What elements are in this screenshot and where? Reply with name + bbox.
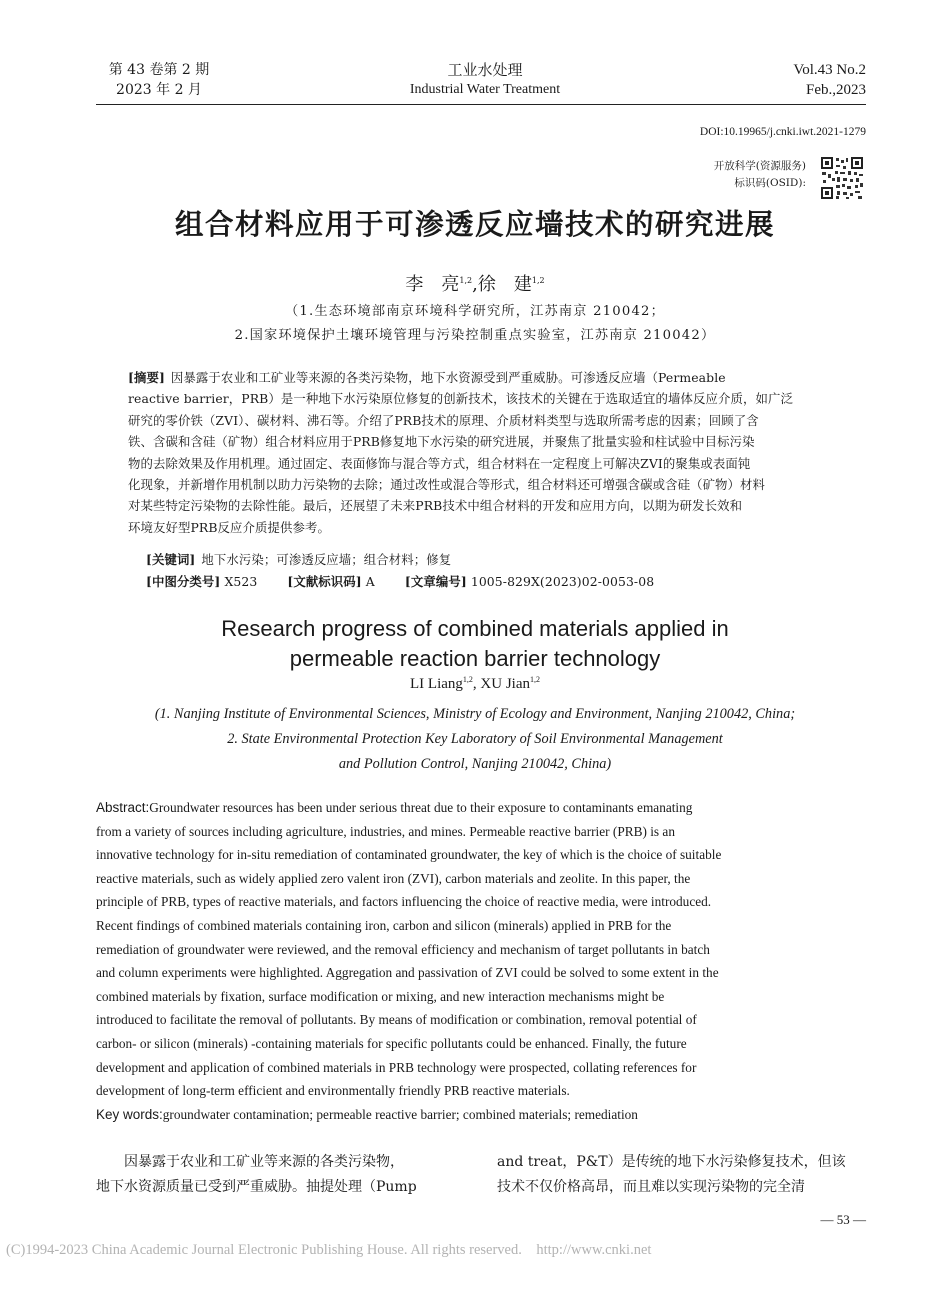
affiliation-zh-2: 2.国家环境保护土壤环境管理与污染控制重点实验室，江苏南京 210042） — [234, 327, 716, 343]
clc-value: X523 — [224, 574, 258, 589]
abstract-zh-line: reactive barrier，PRB）是一种地下水污染原位修复的创新技术，该技术的关键在于选取适宜的墙体反应介质，如广泛 — [128, 391, 793, 407]
abstract-en-line: introduced to facilitate the removal of pollutants. By means of modification or combination, removal potential of — [96, 1012, 697, 1028]
osid-line2: 标识码(OSID): — [734, 177, 806, 189]
body-left-line: 地下水资源质量已受到严重威胁。抽提处理（Pump — [96, 1179, 417, 1195]
author-2-affil-zh: 1,2 — [531, 276, 545, 285]
abstract-zh-line: 研究的零价铁（ZVI）、碳材料、沸石等。介绍了PRB技术的原理、介质材料类型与选取所需考虑的因素；回顾了含 — [128, 412, 759, 428]
osid-label — [676, 158, 806, 192]
title-en-line2: permeable reaction barrier technology — [289, 646, 661, 671]
abstract-zh-line: 对某些特定污染物的去除性能。最后，还展望了未来PRB技术中组合材料的开发和应用方向，以期为研发长效和 — [128, 498, 743, 514]
authors-zh — [0, 270, 950, 296]
abstract-en-line: and column experiments were highlighted. Aggregation and passivation of ZVI could be solved to some extent in the — [96, 965, 719, 981]
doi: DOI:10.19965/j.cnki.iwt.2021-1279 — [699, 126, 866, 138]
author-1-affil-zh: 1,2 — [459, 276, 473, 285]
author-2-en: XU Jian — [480, 676, 530, 692]
affiliation-en-2: 2. State Environmental Protection Key Laboratory of Soil Environmental Management — [227, 731, 723, 747]
author-separator-zh: , — [472, 274, 478, 295]
abstract-en-line: combined materials by fixation, surface modification or mixing, and new interaction mechanisms might be — [96, 988, 665, 1004]
header-rule — [96, 104, 866, 105]
issue-zh: 第 43 卷第 2 期 — [108, 62, 210, 78]
title-zh: 组合材料应用于可渗透反应墙技术的研究进展 — [174, 209, 775, 241]
body-column-right — [497, 1150, 867, 1200]
journal-issue-zh — [104, 60, 214, 100]
abstract-en-line: development of long-term efficient and environmentally friendly PRB reactive materials. — [96, 1083, 570, 1099]
abstract-en-line: from a variety of sources including agriculture, industries, and mines. Permeable reactive barrier (PRB) is an — [96, 823, 675, 839]
abstract-zh-line: 化现象，并新增作用机制以助力污染物的去除；通过改性或混合等形式，组合材料还可增强含碳或含硅（矿物）材料 — [128, 477, 766, 493]
affiliations-en — [0, 702, 950, 777]
body-column-left — [96, 1150, 466, 1200]
abstract-en-line: development and application of combined materials in PRB technology were prospected, collating references for — [96, 1059, 697, 1075]
author-2-zh: 徐 建 — [477, 274, 532, 295]
date-zh: 2023 年 2 月 — [116, 82, 202, 98]
abstract-en-line: remediation of groundwater were reviewed, and the removal efficiency and mechanism of target pollutants in batch — [96, 941, 710, 957]
osid-line1: 开放科学(资源服务) — [713, 160, 806, 172]
article-number-value: 1005-829X(2023)02-0053-08 — [470, 574, 655, 589]
author-1-affil-en: 1,2 — [462, 675, 473, 684]
affiliation-en-1: (1. Nanjing Institute of Environmental Sciences, Ministry of Ecology and Environment, Nanjing 210042, China; — [154, 706, 796, 722]
body-right-line: 技术不仅价格高昂，而且难以实现污染物的完全清 — [497, 1179, 805, 1195]
keywords-zh-label: [关键词] — [146, 552, 196, 567]
doc-code-value: A — [365, 574, 375, 589]
author-1-zh: 李 亮 — [405, 274, 460, 295]
keywords-en-label: Key words: — [96, 1106, 163, 1122]
affiliation-zh-1: （1.生态环境部南京环境科学研究所，江苏南京 210042； — [284, 304, 666, 319]
abstract-en-line: innovative technology for in-situ remediation of contaminated groundwater, the key of which is the choice of suitable — [96, 847, 722, 863]
clc-label: [中图分类号] — [146, 574, 221, 589]
title-en — [0, 614, 950, 674]
copyright-footer: (C)1994-2023 China Academic Journal Electronic Publishing House. All rights reserved. http://www.cnki.net — [6, 1242, 652, 1258]
keywords-en-text: groundwater contamination; permeable reactive barrier; combined materials; remediation — [162, 1106, 638, 1122]
authors-en — [0, 676, 950, 693]
abstract-zh-line: 物的去除效果及作用机理。通过固定、表面修饰与混合等方式，组合材料在一定程度上可解决ZVI的聚集或表面钝 — [128, 455, 751, 471]
qr-code-icon — [820, 156, 864, 200]
abstract-en-line: reactive materials, such as widely applied zero valent iron (ZVI), carbon materials and zeolite. In this paper, the — [96, 870, 691, 886]
abstract-en-line: principle of PRB, types of reactive materials, and factors influencing the choice of reactive media, were introduced. — [96, 894, 712, 910]
journal-issue-en — [793, 60, 866, 100]
date-en: Feb.,2023 — [806, 82, 866, 98]
abstract-zh-label: [摘要] — [128, 370, 165, 385]
body-right-line: and treat，P&T）是传统的地下水污染修复技术，但该 — [497, 1154, 846, 1170]
abstract-zh-line: 因暴露于农业和工矿业等来源的各类污染物，地下水资源受到严重威胁。可渗透反应墙（Permeable — [170, 370, 726, 385]
journal-name — [375, 60, 595, 100]
abstract-en-line: Groundwater resources has been under serious threat due to their exposure to contaminants emanating — [149, 800, 693, 815]
issue-en: Vol.43 No.2 — [793, 62, 866, 78]
abstract-en — [96, 796, 866, 1126]
abstract-en-line: carbon- or silicon (minerals) -containing materials for specific pollutants could be enhanced. Finally, the future — [96, 1035, 687, 1051]
affiliations-zh — [0, 300, 950, 347]
abstract-en-line: Recent findings of combined materials containing iron, carbon and silicon (minerals) applied in PRB for the — [96, 917, 672, 933]
doc-code-label: [文献标识码] — [287, 574, 362, 589]
body-left-line: 因暴露于农业和工矿业等来源的各类污染物， — [124, 1154, 404, 1170]
keywords-zh — [146, 549, 451, 570]
author-2-affil-en: 1,2 — [529, 675, 540, 684]
journal-name-zh: 工业水处理 — [447, 61, 523, 79]
title-en-line1: Research progress of combined materials applied in — [221, 616, 729, 641]
author-1-en: LI Liang — [410, 676, 463, 692]
classification — [146, 571, 654, 592]
article-number-label: [文章编号] — [404, 574, 467, 589]
page-number: — 53 — — [820, 1212, 866, 1227]
abstract-zh-line: 环境友好型PRB反应介质提供参考。 — [128, 519, 330, 535]
affiliation-en-3: and Pollution Control, Nanjing 210042, China) — [338, 756, 612, 772]
journal-name-en: Industrial Water Treatment — [409, 82, 561, 97]
author-separator-en: , — [472, 676, 481, 692]
abstract-zh — [128, 367, 838, 538]
abstract-zh-line: 铁、含碳和含硅（矿物）组合材料应用于PRB修复地下水污染的研究进展，并聚焦了批量实验和柱试验中目标污染 — [128, 434, 755, 450]
abstract-en-label: Abstract: — [96, 800, 150, 815]
keywords-zh-text: 地下水污染；可渗透反应墙；组合材料；修复 — [201, 552, 452, 567]
